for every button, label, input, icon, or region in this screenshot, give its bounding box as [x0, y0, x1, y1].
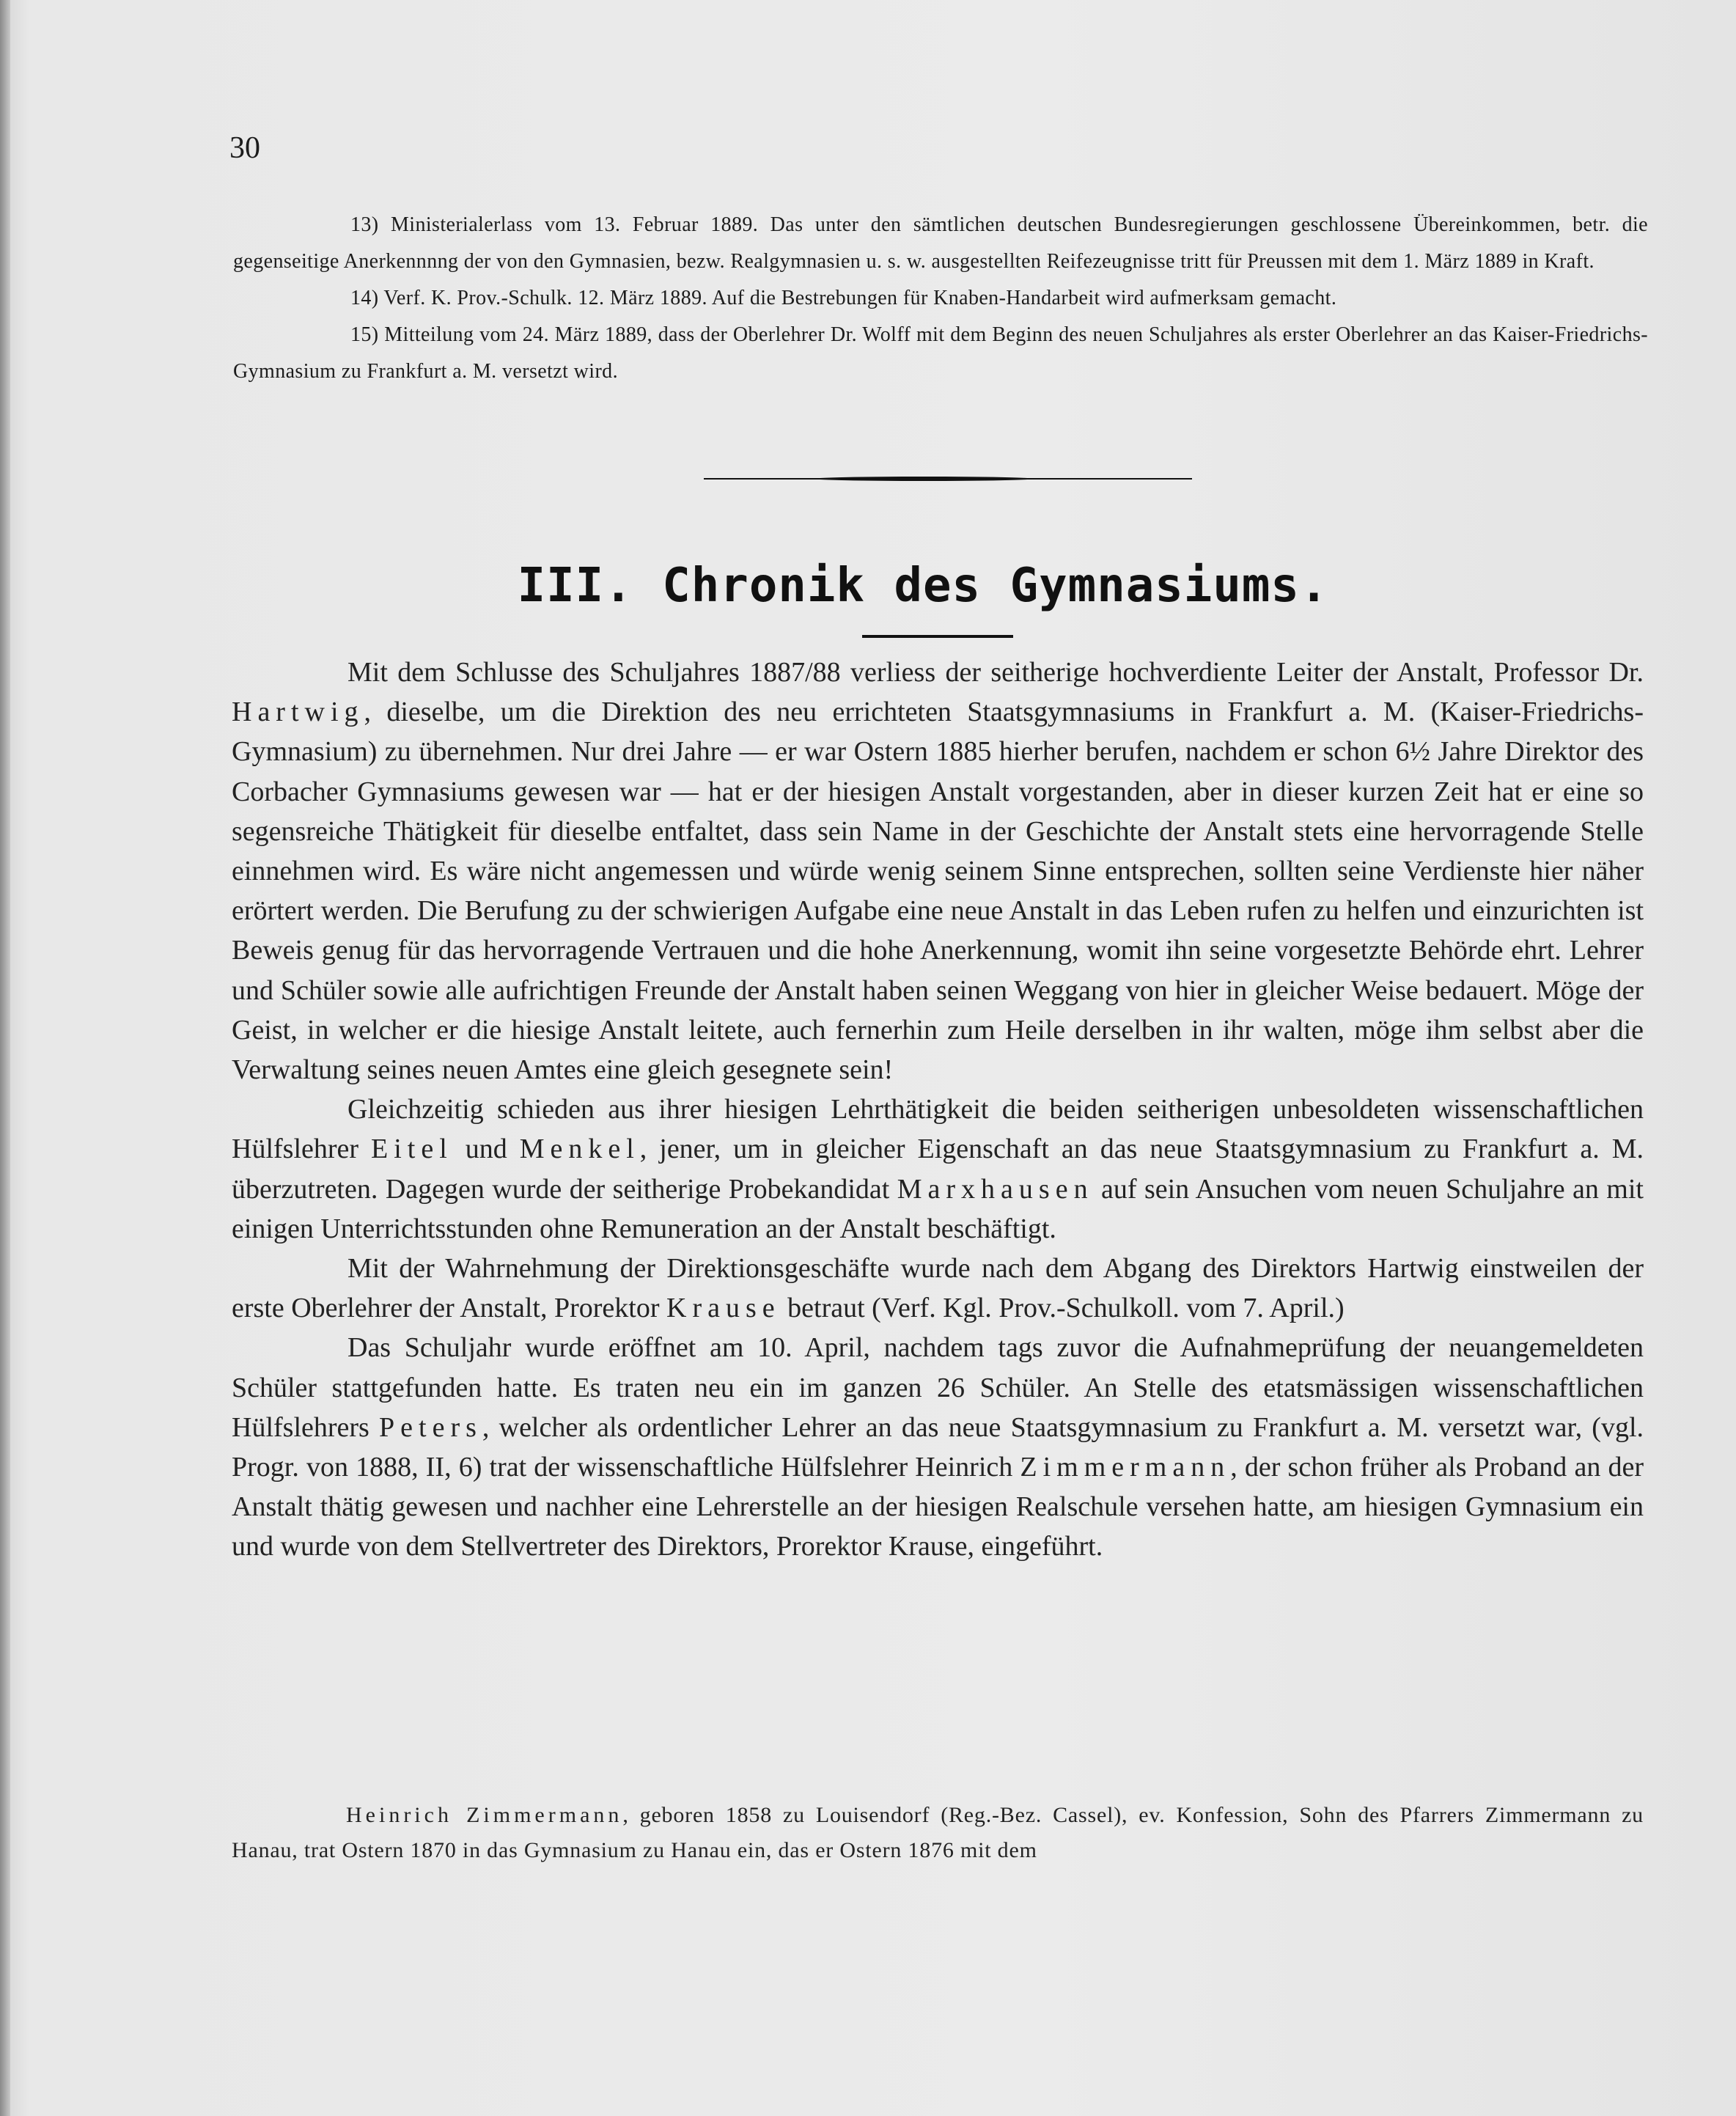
- person-name: Zimmermann: [1020, 1452, 1231, 1483]
- text-run: , der schon früher als Proband an der Anstalt thätig gewesen und nachher eine Lehrerstelle an der hiesigen Realschule versehen hatte, am hiesigen Gymnasium ein und wurde von dem Stellvertreter des Direktors, Prorektor Krause, eingeführt.: [232, 1452, 1644, 1562]
- text-run: , jener, um in gleicher Eigenschaft an das neue Staatsgymnasium zu Frankfurt a. M. überzutreten. Dagegen wurde der seitherige Probekandidat: [232, 1134, 1644, 1205]
- person-name: Hartwig: [232, 697, 364, 728]
- biography-footnote: [232, 1798, 1644, 1868]
- text-run: , geboren 1858 zu Louisendorf (Reg.-Bez. Cassel), ev. Konfession, Sohn des Pfarrers Zimmermann zu Hanau, trat Ostern 1870 in das Gymnasium zu Hanau ein, das er Ostern 1876 mit dem: [232, 1803, 1644, 1862]
- footnote-paragraph: [232, 1798, 1644, 1868]
- section-heading: [0, 559, 1736, 613]
- page-number: 30: [229, 131, 260, 165]
- text-run: und: [452, 1134, 520, 1165]
- section-title: III. Chronik des Gymnasiums.: [517, 559, 1329, 613]
- text-run: auf sein Ansuchen vom neuen Schuljahre an mit einigen Unterrichtsstunden ohne Remuneration an der Anstalt beschäftigt.: [232, 1173, 1644, 1244]
- text-run: , dieselbe, um die Direktion des neu errichteten Staatsgymnasiums in Frankfurt a. M. (Kaiser-Friedrichs-Gymnasium) zu übernehmen. Nur drei Jahre — er war Ostern 1885 hierher berufen, nachdem er schon 6½ Jahre Direktor des Corbacher Gymnasiums gewesen war — hat er der hiesigen Anstalt vorgestanden, aber in dieser kurzen Zeit hat er eine so segensreiche Thätigkeit für dieselbe entfaltet, dass sein Name in der Geschichte der Anstalt stets eine hervorragende Stelle einnehmen wird. Es wäre nicht angemessen und würde wenig seinem Sinne entsprechen, sollten seine Verdienste hier näher erörtert werden. Die Berufung zu der schwierigen Aufgabe eine neue Anstalt in das Leben rufen zu helfen und einzurichten ist Beweis genug für das hervorragende Vertrauen und die hohe Anerkennung, womit ihn seine vorgesetzte Behörde ehrt. Lehrer und Schüler sowie alle aufrichtigen Freunde der Anstalt haben seinen Weggang von hier in gleicher Weise bedauert. Möge der Geist, in welcher er die hiesige Anstalt leitete, auch fernerhin zum Heile derselben in ihr walten, möge ihm selbst aber die Verwaltung seines neuen Amtes eine gleich gesegnete sein!: [232, 697, 1644, 1086]
- text-run: Das Schuljahr wurde eröffnet am 10. April, nachdem tags zuvor die Aufnahmeprüfung der neuangemeldeten Schüler stattgefunden hatte. Es traten neu ein im ganzen 26 Schüler. An Stelle des etatsmässigen wissenschaftlichen Hülfslehrers: [232, 1332, 1644, 1443]
- note-14: 14) Verf. K. Prov.-Schulk. 12. März 1889. Auf die Bestrebungen für Knaben-Handarbeit wird aufmerksam gemacht.: [350, 287, 1337, 309]
- person-name: Menkel: [519, 1134, 640, 1165]
- paragraph-school-year-opening: [232, 1328, 1644, 1566]
- page-edge-shadow: [0, 0, 10, 2116]
- paragraph-assistant-teachers: [232, 1090, 1644, 1249]
- text-run: betraut (Verf. Kgl. Prov.-Schulkoll. vom 7. April.): [780, 1293, 1345, 1324]
- note-13: 13) Ministerialerlass vom 13. Februar 1889. Das unter den sämtlichen deutschen Bundesregierungen geschlossene Übereinkommen, betr. die gegenseitige Anerkennnng der von den Gymnasien, bezw. Realgymnasien u. s. w. ausgestellten Reifezeugnisse tritt für Preussen mit dem 1. März 1889 in Kraft.: [233, 213, 1648, 273]
- person-name: Krause: [666, 1293, 781, 1324]
- text-run: , welcher als ordentlicher Lehrer an das neue Staatsgymnasium zu Frankfurt a. M. versetzt war, (vgl. Progr. von 1888, II, 6) trat der wissenschaftliche Hülfslehrer Heinrich: [232, 1411, 1644, 1483]
- note-15: 15) Mitteilung vom 24. März 1889, dass der Oberlehrer Dr. Wolff mit dem Beginn des neuen Schuljahres als erster Oberlehrer an das Kaiser-Friedrichs-Gymnasium zu Frankfurt a. M. versetzt wird.: [233, 323, 1648, 383]
- person-name: Marxhausen: [897, 1173, 1094, 1205]
- heading-underline: [862, 635, 1013, 638]
- person-name: Heinrich Zimmermann: [346, 1803, 623, 1827]
- paragraph-acting-director: [232, 1249, 1644, 1328]
- section-divider: [704, 478, 1192, 480]
- decree-notes: [233, 207, 1648, 390]
- text-run: Mit der Wahrnehmung der Direktionsgeschäfte wurde nach dem Abgang des Direktors Hartwig einstweilen der erste Oberlehrer der Anstalt, Prorektor: [232, 1253, 1644, 1324]
- text-run: Gleichzeitig schieden aus ihrer hiesigen Lehrthätigkeit die beiden seitherigen unbesoldeten wissenschaftlichen Hülfslehrer: [232, 1094, 1644, 1165]
- paragraph-hartwig-departure: [232, 653, 1644, 1090]
- text-run: Mit dem Schlusse des Schuljahres 1887/88 verliess der seitherige hochverdiente Leiter der Anstalt, Professor Dr.: [347, 657, 1644, 688]
- person-name: Eitel: [371, 1134, 453, 1165]
- chronicle-body: [232, 653, 1644, 1567]
- person-name: Peters: [379, 1411, 482, 1443]
